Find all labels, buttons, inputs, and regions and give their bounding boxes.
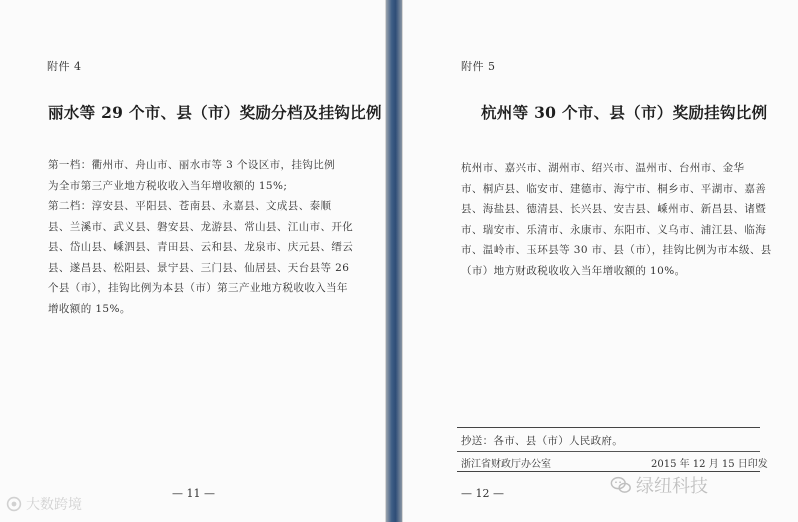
attachment-label: 附件 5: [461, 60, 496, 73]
issuer-office: 浙江省财政厅办公室: [461, 459, 551, 470]
paragraph-tier-two: [48, 196, 353, 319]
watermark-left: [6, 494, 82, 514]
paragraph-tier-one: [48, 155, 335, 196]
text-line: 增收额的 15%。: [48, 302, 131, 315]
text-line: 县、遂昌县、松阳县、景宁县、三门县、仙居县、天台县等 26: [48, 261, 350, 274]
watermark-right: [610, 472, 708, 498]
text-line: 第二档：淳安县、平阳县、苍南县、永嘉县、文成县、泰顺: [48, 200, 332, 212]
book-spine-divider: [386, 0, 402, 522]
text-line: 个县（市），挂钩比例为本县（市）第三产业地方税收收入当年: [48, 282, 348, 294]
text-line: （市）地方财政税收收入当年增收额的 10%。: [461, 264, 686, 277]
issue-date: 2015 年 12 月 15 日印发: [651, 459, 768, 470]
watermark-logo-icon: [6, 496, 22, 512]
right-document-page: [402, 0, 798, 522]
attachment-label: 附件 4: [47, 60, 82, 73]
text-line: 市、桐庐县、临安市、建德市、海宁市、桐乡市、平湖市、嘉善: [461, 182, 767, 195]
page-number: — 12 —: [461, 487, 504, 500]
page-number: — 11 —: [172, 487, 215, 500]
text-line: 市、瑞安市、乐清市、永康市、东阳市、义乌市、浦江县、临海: [461, 223, 767, 236]
wechat-icon: [610, 474, 632, 496]
text-line: 为全市第三产业地方税收收入当年增收额的 15%;: [48, 179, 288, 192]
watermark-text: 大数跨境: [26, 497, 82, 513]
cc-line: 抄送：各市、县（市）人民政府。: [461, 435, 623, 447]
left-document-page: [0, 0, 386, 522]
document-title: 杭州等 30 个市、县（市）奖励挂钩比例: [481, 103, 768, 122]
watermark-text: 绿纽科技: [636, 476, 708, 497]
cc-top-rule: [457, 427, 760, 428]
issuer-bottom-rule: [457, 471, 760, 472]
document-title: 丽水等 29 个市、县（市）奖励分档及挂钩比例: [48, 103, 382, 122]
text-line: 第一档：衢州市、舟山市、丽水市等 3 个设区市，挂钩比例: [48, 159, 336, 171]
text-line: 杭州市、嘉兴市、湖州市、绍兴市、温州市、台州市、金华: [461, 162, 745, 174]
text-line: 市、温岭市、玉环县等 30 市、县（市），挂钩比例为市本级、县: [461, 244, 772, 256]
text-line: 县、兰溪市、武义县、磐安县、龙游县、常山县、江山市、开化: [48, 220, 354, 233]
paragraph-reward-ratio: [461, 158, 772, 281]
cc-bottom-rule: [457, 451, 760, 452]
text-line: 县、海盐县、德清县、长兴县、安吉县、嵊州市、新昌县、诸暨: [461, 203, 767, 215]
text-line: 县、岱山县、嵊泗县、青田县、云和县、龙泉市、庆元县、缙云: [48, 241, 354, 253]
